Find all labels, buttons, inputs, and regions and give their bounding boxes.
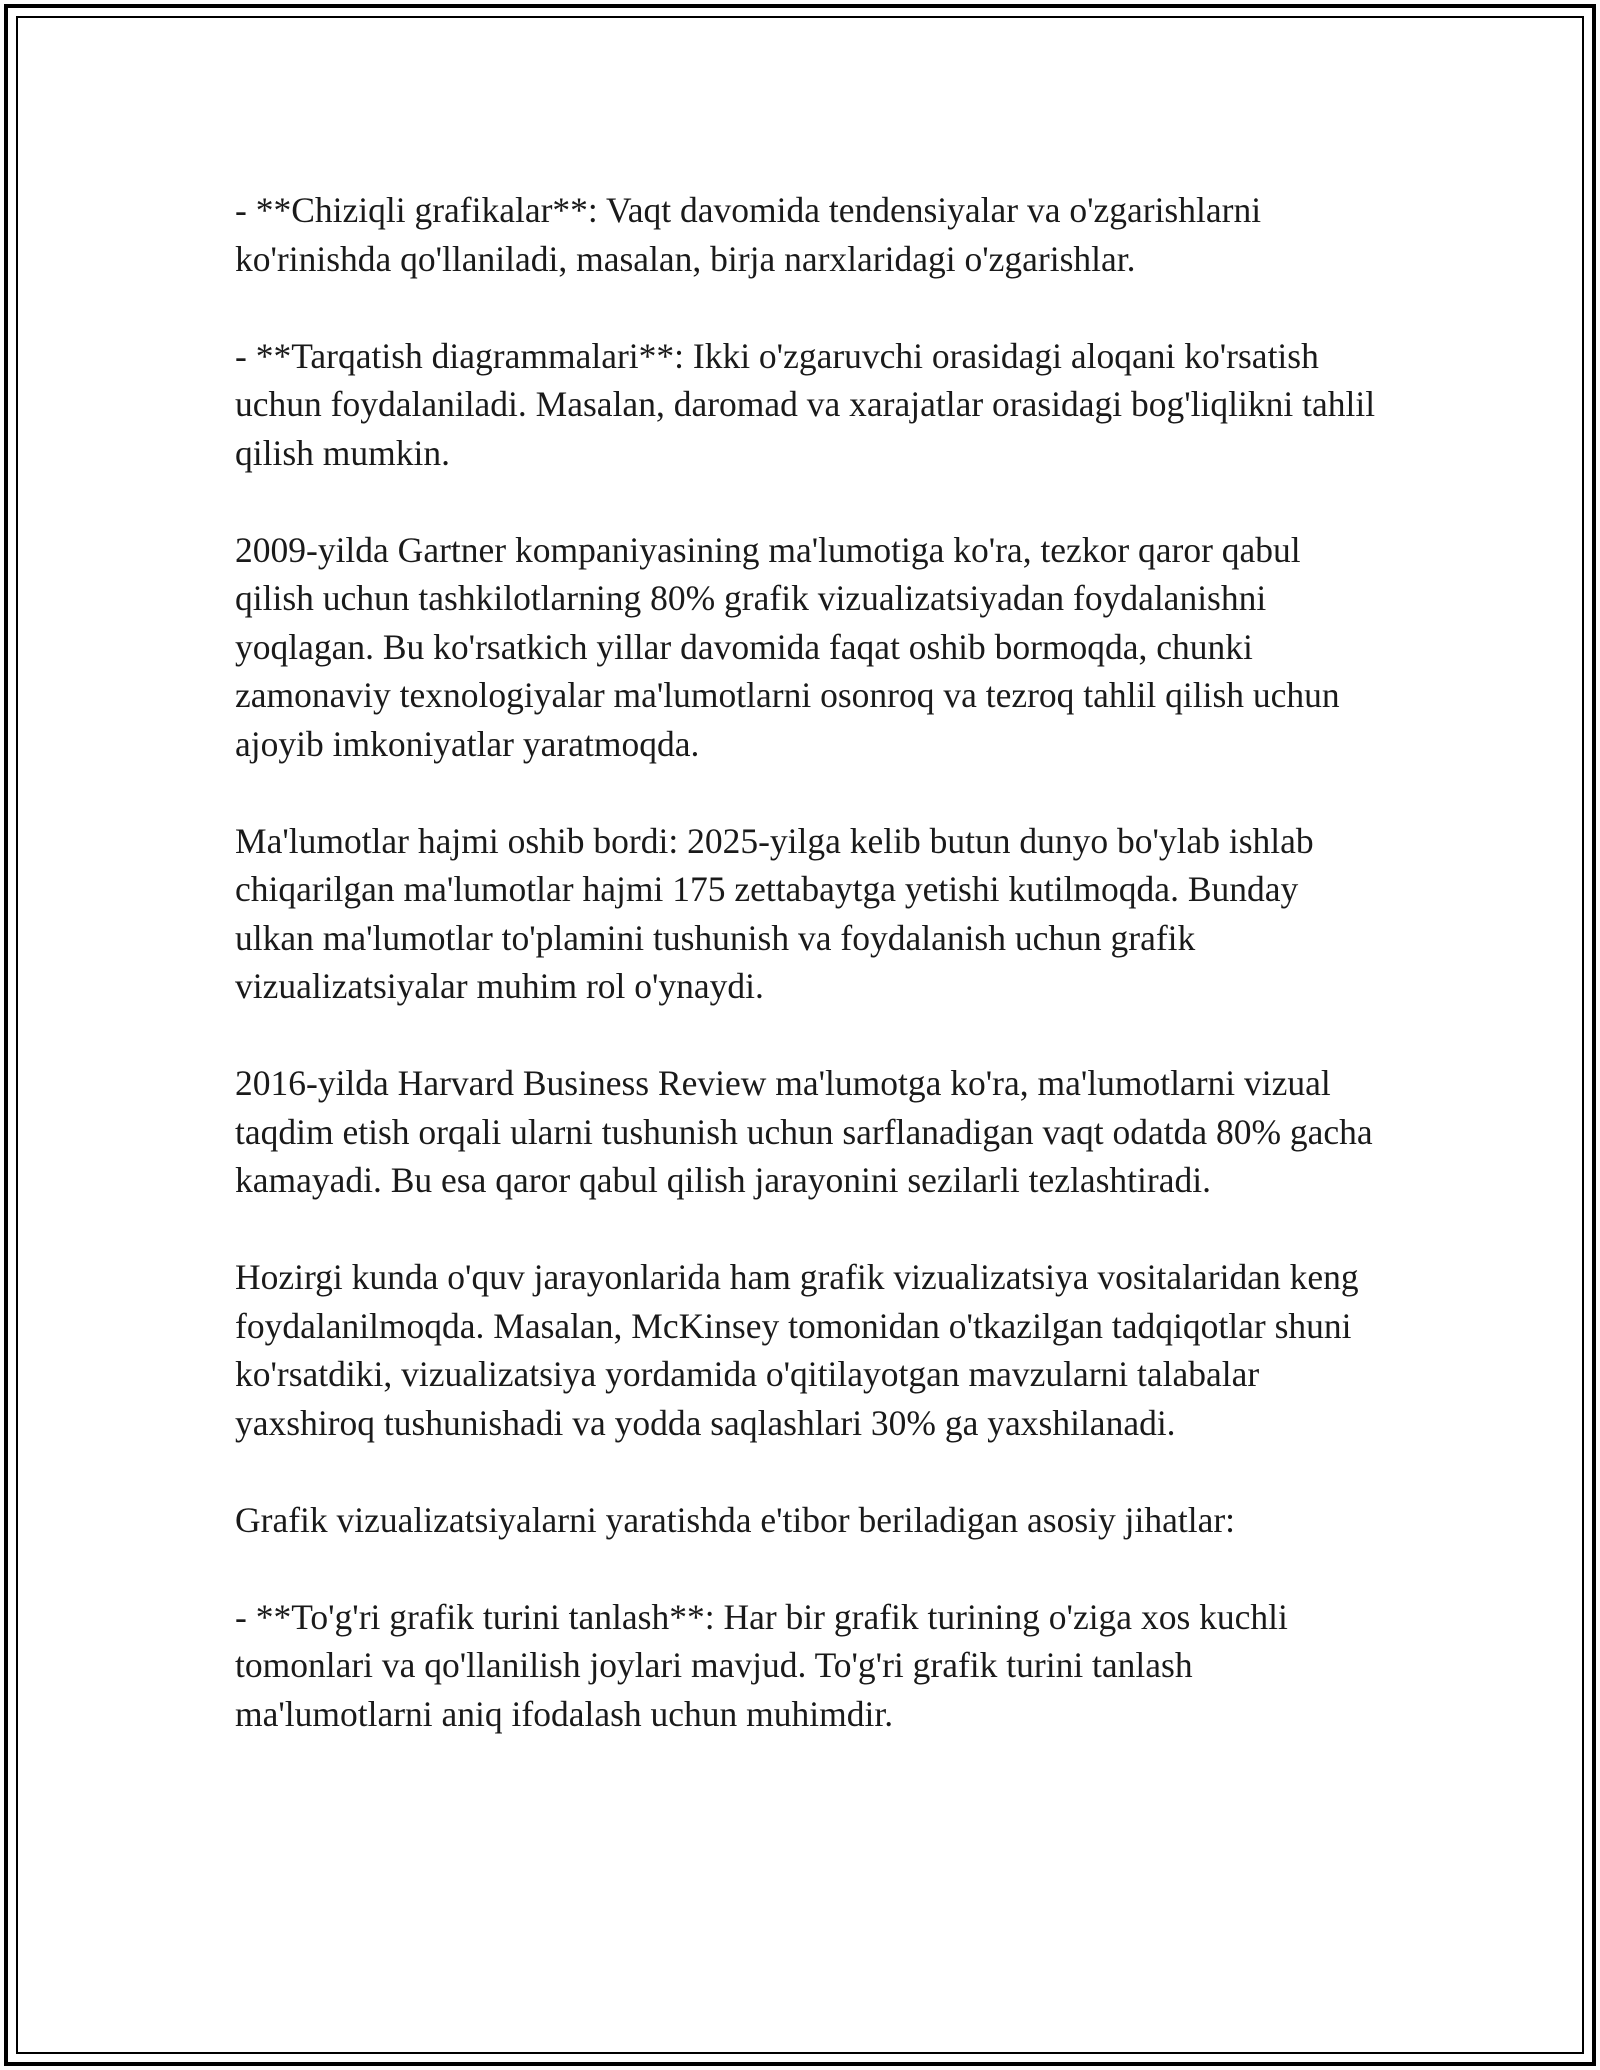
paragraph-key-aspects-intro: Grafik vizualizatsiyalarni yaratishda e'tibor beriladigan asosiy jihatlar:	[235, 1499, 1236, 1540]
paragraph-choosing-chart-type: - **To'g'ri grafik turini tanlash**: Har bir grafik turining o'ziga xos kuchli tomonlari va qo'llanilish joylari mavjud. To'g'ri grafik turini tanlash ma'lumotlarni aniq ifodalash uchun muhimdir.	[235, 1596, 1288, 1734]
document-body	[235, 186, 1385, 1738]
paragraph-gartner-2009: 2009-yilda Gartner kompaniyasining ma'lumotiga ko'ra, tezkor qaror qabul qilish uchun tashkilotlarning 80% grafik vizualizatsiyadan foydalanishni yoqlagan. Bu ko'rsatkich yillar davomida faqat oshib bormoqda, chunki zamonaviy texnologiyalar ma'lumotlarni osonroq va tezroq tahlil qilish uchun ajoyib imkoniyatlar yaratmoqda.	[235, 529, 1340, 764]
paragraph-hbr-2016: 2016-yilda Harvard Business Review ma'lumotga ko'ra, ma'lumotlarni vizual taqdim etish orqali ularni tushunish uchun sarflanadigan vaqt odatda 80% gacha kamayadi. Bu esa qaror qabul qilish jarayonini sezilarli tezlashtiradi.	[235, 1063, 1373, 1200]
paragraph-data-volume: Ma'lumotlar hajmi oshib bordi: 2025-yilga kelib butun dunyo bo'ylab ishlab chiqarilgan ma'lumotlar hajmi 175 zettabaytga yetishi kutilmoqda. Bunday ulkan ma'lumotlar to'plamini tushunish va foydalanish uchun grafik vizualizatsiyalar muhim rol o'ynaydi.	[235, 820, 1314, 1006]
paragraph-line-charts: - **Chiziqli grafikalar**: Vaqt davomida tendensiyalar va o'zgarishlarni ko'rinishda qo'llaniladi, masalan, birja narxlaridagi o'zgarishlar.	[235, 190, 1262, 279]
paragraph-education-mckinsey: Hozirgi kunda o'quv jarayonlarida ham grafik vizualizatsiya vositalaridan keng foydalanilmoqda. Masalan, McKinsey tomonidan o'tkazilgan tadqiqotlar shuni ko'rsatdiki, vizualizatsiya yordamida o'qitilayotgan mavzularni talabalar yaxshiroq tushunishadi va yodda saqlashlari 30% ga yaxshilanadi.	[235, 1257, 1359, 1443]
paragraph-scatter-diagrams: - **Tarqatish diagrammalari**: Ikki o'zgaruvchi orasidagi aloqani ko'rsatish uchun foydalaniladi. Masalan, daromad va xarajatlar orasidagi bog'liqlikni tahlil qilish mumkin.	[235, 335, 1376, 473]
